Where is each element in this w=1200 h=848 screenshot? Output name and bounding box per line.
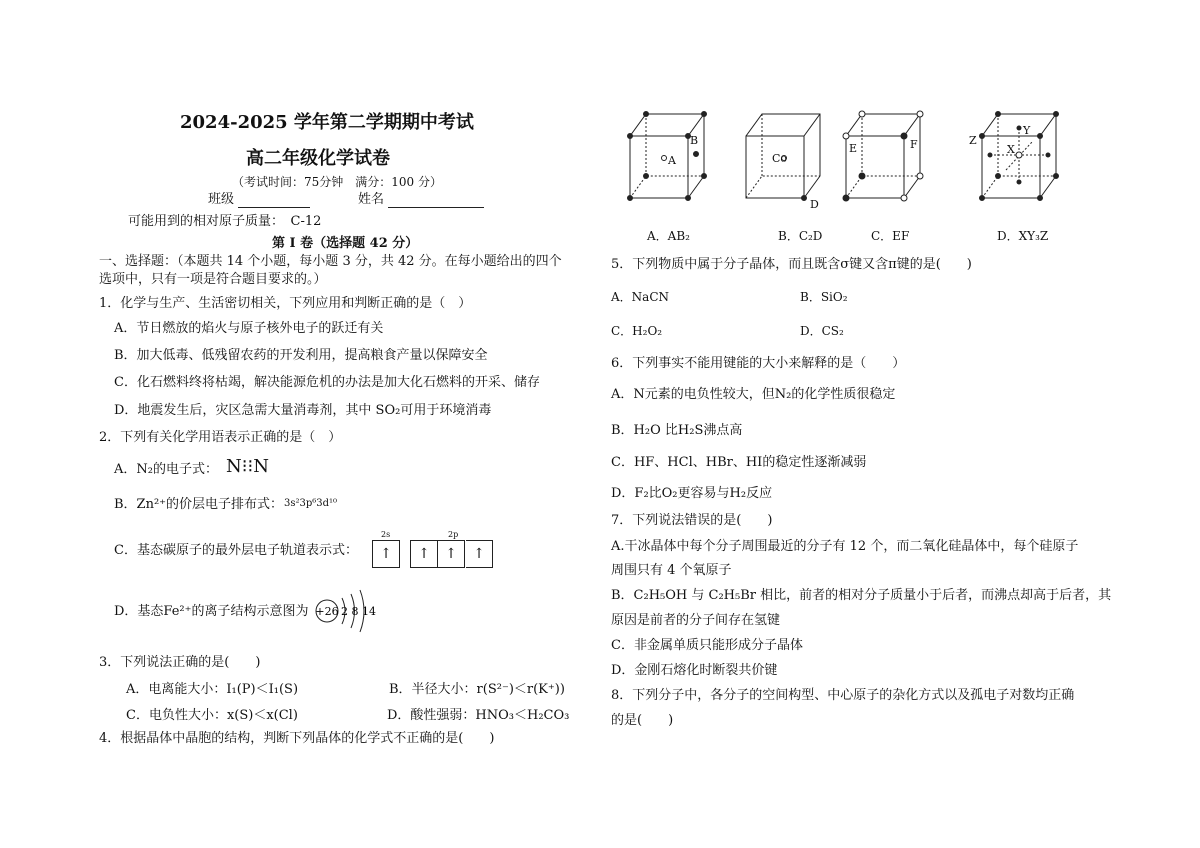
label-d: D <box>810 198 819 211</box>
orbital-2p-box-3: ↑ <box>466 540 493 568</box>
q2-option-d: D．基态Fe²⁺的离子结构示意图为 <box>114 604 309 619</box>
q3-option-b: B．半径大小：r(S²⁻)＜r(K⁺)) <box>389 682 565 697</box>
label-f: F <box>910 138 918 151</box>
zn-config: 3s²3p⁶3d¹⁰ <box>284 498 338 509</box>
label-z: Z <box>969 134 977 147</box>
q3-option-d: D．酸性强弱：HNO₃＜H₂CO₃ <box>387 708 570 723</box>
q7-option-a-line2: 周围只有 4 个氧原子 <box>611 563 732 578</box>
q6-option-d: D．F₂比O₂更容易与H₂反应 <box>611 486 773 501</box>
q1-option-b: B．加大低毒、低残留农药的开发利用，提高粮食产量以保障安全 <box>114 348 488 363</box>
q1-option-c: C．化石燃料终将枯竭，解决能源危机的办法是加大化石燃料的开采、储存 <box>114 375 540 390</box>
cell-option-a: A．AB₂ <box>647 229 690 243</box>
q3-stem: 3．下列说法正确的是( ) <box>99 655 261 670</box>
class-field[interactable] <box>208 192 310 208</box>
label-x: X <box>1007 143 1015 156</box>
q7-option-c: C．非金属单质只能形成分子晶体 <box>611 638 803 653</box>
cell-option-c: C．EF <box>871 229 910 243</box>
name-label: 姓名 <box>358 192 385 207</box>
label-b: B <box>690 134 699 147</box>
exam-title: 2024-2025 学年第二学期期中考试 <box>180 112 474 133</box>
q7-option-d: D．金刚石熔化时断裂共价键 <box>611 663 778 678</box>
exam-subtitle: 高二年级化学试卷 <box>246 148 390 169</box>
cell-option-b: B．C₂D <box>778 229 823 243</box>
q3-option-c: C．电负性大小：x(S)＜x(Cl) <box>126 708 298 723</box>
n2-electron-formula: N⁝⁝N <box>226 456 269 477</box>
cell-option-d: D．XY₃Z <box>997 229 1049 243</box>
q2-stem: 2．下列有关化学用语表示正确的是（ ） <box>99 430 342 445</box>
name-blank[interactable] <box>388 195 484 208</box>
q1-option-d: D．地震发生后，灾区急需大量消毒剂，其中 SO₂可用于环境消毒 <box>114 403 492 418</box>
cell-a <box>628 112 707 201</box>
class-blank[interactable] <box>238 195 310 208</box>
q6-stem: 6．下列事实不能用键能的大小来解释的是（ ） <box>611 356 906 371</box>
q7-stem: 7．下列说法错误的是( ) <box>611 513 773 528</box>
q3-option-a: A．电离能大小：I₁(P)＜I₁(S) <box>126 682 299 697</box>
orbital-2p-box-2: ↑ <box>438 540 465 568</box>
q6-option-b: B．H₂O 比H₂S沸点高 <box>611 423 743 438</box>
label-co: Co <box>772 152 788 165</box>
q5-stem: 5．下列物质中属于分子晶体，而且既含σ键又含π键的是( ) <box>611 257 972 272</box>
q5-option-b: B．SiO₂ <box>800 290 848 304</box>
label-a: A <box>668 154 676 167</box>
section1-line2: 选项中，只有一项是符合题目要求的。） <box>99 272 327 287</box>
class-label: 班级 <box>208 192 235 207</box>
cell-c <box>843 111 923 201</box>
q5-option-d: D．CS₂ <box>800 324 844 338</box>
section1-line1: 一、选择题：（本题共 14 个小题，每小题 3 分，共 42 分。在每小题给出的四个 <box>99 254 562 269</box>
q7-option-b-line2: 原因是前者的分子间存在氢键 <box>611 613 781 628</box>
orbital-2p-box-1: ↑ <box>410 540 438 568</box>
q6-option-a: A．N元素的电负性较大，但N₂的化学性质很稳定 <box>611 387 896 402</box>
q2-option-a: A．N₂的电子式： <box>114 462 218 477</box>
q4-stem: 4．根据晶体中晶胞的结构，判断下列晶体的化学式不正确的是( ) <box>99 731 495 746</box>
orbital-2p-label: 2p <box>448 530 459 539</box>
q1-stem: 1．化学与生产、生活密切相关，下列应用和判断正确的是（ ） <box>99 296 472 311</box>
q7-option-a-line1: A.干冰晶体中每个分子周围最近的分子有 12 个，而二氧化硅晶体中，每个硅原子 <box>611 539 1079 554</box>
atomic-mass: 可能用到的相对原子质量： C-12 <box>128 214 322 229</box>
shell-electrons: 2 8 14 <box>341 605 376 618</box>
label-y: Y <box>1023 124 1031 137</box>
fe-ion-structure-diagram <box>312 586 382 636</box>
nucleus-charge: +26 <box>315 605 339 618</box>
q5-option-a: A．NaCN <box>611 290 670 304</box>
q8-stem-line2: 的是( ) <box>611 713 674 728</box>
label-e: E <box>849 142 858 155</box>
name-field[interactable] <box>358 192 484 208</box>
cell-d <box>980 112 1059 201</box>
q5-option-c: C．H₂O₂ <box>611 324 663 338</box>
q2-option-c: C．基态碳原子的最外层电子轨道表示式： <box>114 543 358 558</box>
q2-option-b: B．Zn²⁺的价层电子排布式： <box>114 497 284 512</box>
crystal-cells-figure <box>620 106 1080 212</box>
q8-stem-line1: 8．下列分子中，各分子的空间构型、中心原子的杂化方式以及孤电子对数均正确 <box>611 688 1075 703</box>
exam-info: （考试时间：75分钟 满分：100 分） <box>232 175 442 189</box>
q7-option-b-line1: B．C₂H₅OH 与 C₂H₅Br 相比，前者的相对分子质量小于后者，而沸点却高于后者，其 <box>611 588 1112 603</box>
orbital-2s-label: 2s <box>381 530 391 539</box>
q1-option-a: A．节日燃放的焰火与原子核外电子的跃迁有关 <box>114 321 384 336</box>
part1-heading: 第 I 卷（选择题 42 分） <box>272 236 419 251</box>
q6-option-c: C．HF、HCl、HBr、HI的稳定性逐渐减弱 <box>611 455 867 470</box>
orbital-2s-box: ↑ <box>372 540 400 568</box>
